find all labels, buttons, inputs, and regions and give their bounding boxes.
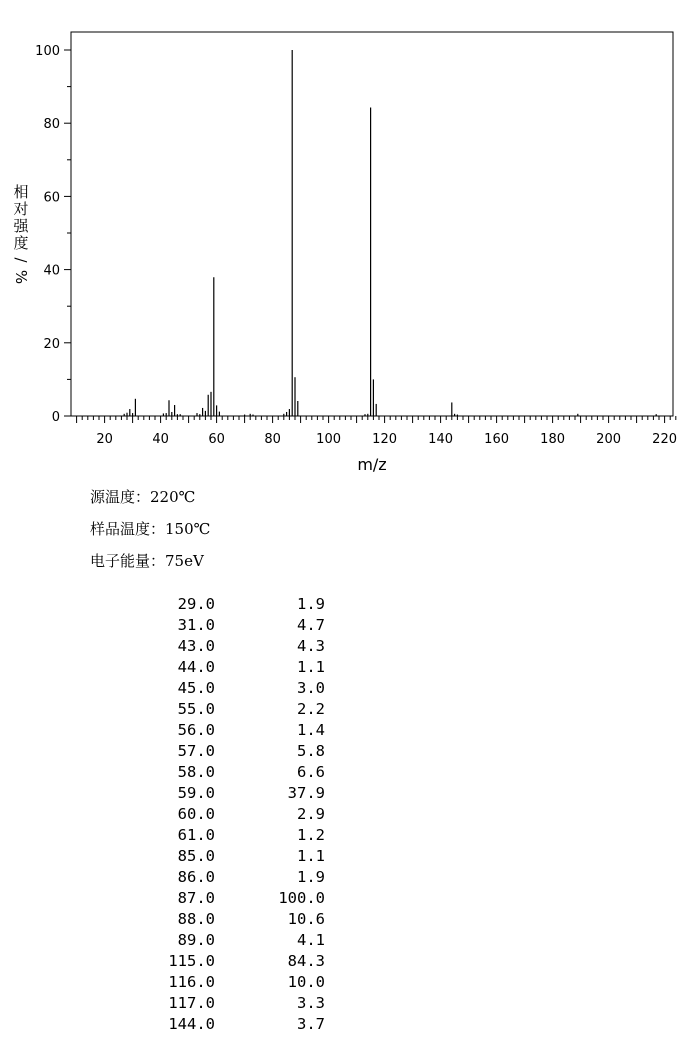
abundance-value: 2.9 xyxy=(297,805,325,823)
table-row xyxy=(150,804,330,825)
x-tick-label: 60 xyxy=(208,432,225,447)
mz-value: 115.0 xyxy=(168,952,215,970)
y-axis-label xyxy=(12,183,30,284)
y-axis-label-char: 对 xyxy=(13,200,29,218)
table-row xyxy=(150,972,330,993)
y-tick-label: 60 xyxy=(43,190,60,206)
mz-value: 29.0 xyxy=(177,595,215,613)
abundance-value: 4.1 xyxy=(297,931,325,949)
table-row xyxy=(150,867,330,888)
table-row xyxy=(150,888,330,909)
plot-frame xyxy=(71,32,673,416)
mz-value: 55.0 xyxy=(177,700,215,718)
table-row xyxy=(150,825,330,846)
mz-value: 61.0 xyxy=(177,826,215,844)
abundance-value: 1.1 xyxy=(297,658,325,676)
x-tick-label: 140 xyxy=(428,432,454,447)
table-row xyxy=(150,930,330,951)
electron-energy: 电子能量：75eV xyxy=(90,552,204,570)
abundance-value: 5.8 xyxy=(297,742,325,760)
sample-temperature: 样品温度：150℃ xyxy=(90,520,211,538)
mz-value: 44.0 xyxy=(177,658,215,676)
mass-spectrum-chart xyxy=(0,0,696,480)
mz-value: 87.0 xyxy=(177,889,215,907)
mz-value: 31.0 xyxy=(177,616,215,634)
abundance-value: 84.3 xyxy=(287,952,325,970)
mz-value: 117.0 xyxy=(168,994,215,1012)
mz-value: 58.0 xyxy=(177,763,215,781)
x-tick-label: 40 xyxy=(152,432,169,447)
y-axis-label-char: 强 xyxy=(13,217,29,235)
table-row xyxy=(150,594,330,615)
x-tick-label: 120 xyxy=(372,432,398,447)
abundance-value: 4.7 xyxy=(297,616,325,634)
x-tick-label: 160 xyxy=(484,432,510,447)
mz-value: 86.0 xyxy=(177,868,215,886)
y-tick-label: 40 xyxy=(43,263,60,279)
table-row xyxy=(150,993,330,1014)
table-row xyxy=(150,699,330,720)
mz-value: 88.0 xyxy=(177,910,215,928)
x-tick-label: 220 xyxy=(652,432,678,447)
abundance-value: 10.0 xyxy=(287,973,325,991)
source-temperature: 源温度：220℃ xyxy=(90,488,196,506)
y-tick-label: 100 xyxy=(35,44,60,59)
abundance-value: 10.6 xyxy=(287,910,325,928)
table-row xyxy=(150,909,330,930)
abundance-value: 3.3 xyxy=(297,994,325,1012)
table-row xyxy=(150,657,330,678)
y-axis-ticks xyxy=(35,44,71,425)
y-axis-label-char: 度 xyxy=(13,234,29,252)
x-tick-label: 80 xyxy=(264,432,281,447)
abundance-value: 37.9 xyxy=(287,784,325,802)
abundance-value: 1.1 xyxy=(297,847,325,865)
x-tick-label: 20 xyxy=(96,432,113,447)
table-row xyxy=(150,762,330,783)
mz-value: 85.0 xyxy=(177,847,215,865)
mz-value: 57.0 xyxy=(177,742,215,760)
mz-value: 116.0 xyxy=(168,973,215,991)
table-row xyxy=(150,951,330,972)
y-axis-label-char: 相 xyxy=(13,183,29,201)
x-tick-label: 180 xyxy=(540,432,566,447)
x-axis-ticks xyxy=(77,416,677,447)
mz-value: 89.0 xyxy=(177,931,215,949)
abundance-value: 6.6 xyxy=(297,763,325,781)
x-axis-label: m/z xyxy=(357,455,387,474)
abundance-value: 1.2 xyxy=(297,826,325,844)
table-row xyxy=(150,741,330,762)
y-tick-label: 0 xyxy=(51,410,60,425)
y-axis-label-char: / xyxy=(12,257,30,263)
y-tick-label: 20 xyxy=(43,336,60,352)
spectrum-peaks xyxy=(124,50,656,416)
table-row xyxy=(150,636,330,657)
x-tick-label: 100 xyxy=(316,432,342,447)
abundance-value: 1.9 xyxy=(297,595,325,613)
abundance-value: 100.0 xyxy=(278,889,325,907)
table-row xyxy=(150,720,330,741)
table-row xyxy=(150,783,330,804)
table-row xyxy=(150,846,330,867)
abundance-value: 1.4 xyxy=(297,721,325,739)
mz-value: 43.0 xyxy=(177,637,215,655)
x-tick-label: 200 xyxy=(596,432,622,447)
mz-value: 60.0 xyxy=(177,805,215,823)
abundance-value: 3.0 xyxy=(297,679,325,697)
mz-value: 56.0 xyxy=(177,721,215,739)
mz-value: 45.0 xyxy=(177,679,215,697)
table-row xyxy=(150,615,330,636)
y-tick-label: 80 xyxy=(43,117,60,133)
abundance-value: 4.3 xyxy=(297,637,325,655)
peak-table xyxy=(150,594,330,1035)
abundance-value: 3.7 xyxy=(297,1015,325,1033)
mz-value: 59.0 xyxy=(177,784,215,802)
abundance-value: 1.9 xyxy=(297,868,325,886)
abundance-value: 2.2 xyxy=(297,700,325,718)
table-row xyxy=(150,678,330,699)
mz-value: 144.0 xyxy=(168,1015,215,1033)
y-axis-label-char: % xyxy=(12,269,30,285)
table-row xyxy=(150,1014,330,1035)
